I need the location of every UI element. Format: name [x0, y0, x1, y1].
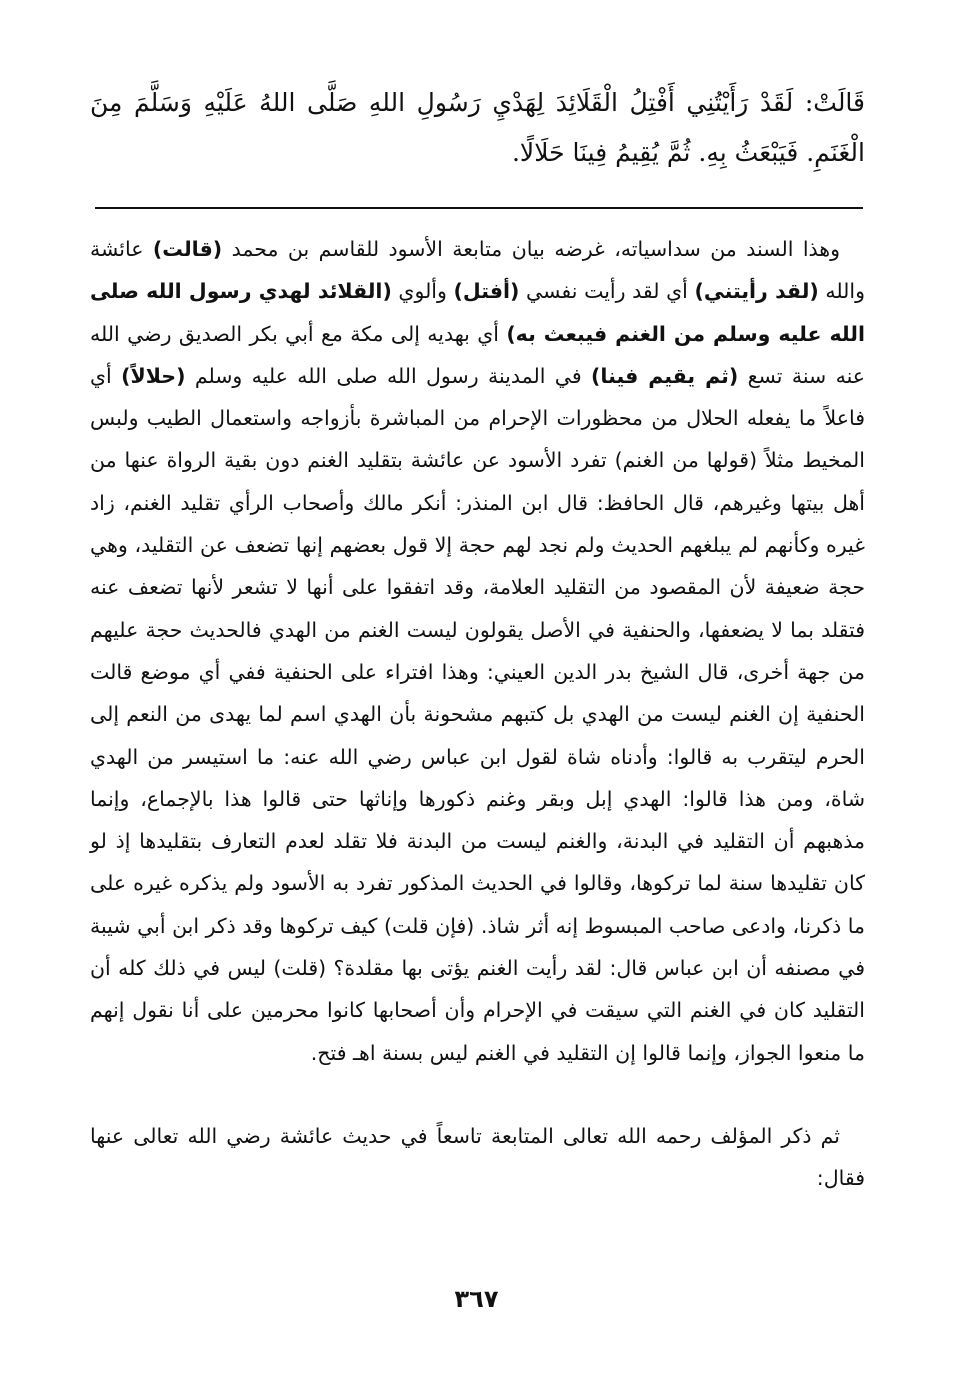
commentary-text: في المدينة رسول الله صلى الله عليه وسلم [185, 363, 592, 388]
footnote-divider [95, 207, 863, 209]
commentary-text: أي فاعلاً ما يفعله الحلال من محظورات الإحرام من المباشرة بأزواجه واستعمال الطيب ولبس المخيط مثلاً (قولها من الغنم) تفرد الأسود عن عائشة بتقليد الغنم دون بقية الرواة عنها من أهل بيتها وغيرهم، قال الحافظ: قال ابن المنذر: أنكر مالك وأصحاب الرأي تقليد الغنم، زاد غيره وكأنهم لم يبلغهم الحديث ولم نجد لهم حجة إلا قول بعضهم إنها تضعف عن التقليد، وهي حجة ضعيفة لأن المقصود من التقليد العلامة، وقد اتفقوا على أنها لا تشعر لأنها تضعف عنه فتقلد بما لا يضعفها، والحنفية في الأصل يقولون ليست الغنم من الهدي فالحديث حجة عليهم من جهة أخرى، قال الشيخ بدر الدين العيني: وهذا افتراء على الحنفية ففي أي موضع قالت الحنفية إن الغنم ليست من الهدي بل كتبهم مشحونة بأن الهدي اسم لما يهدى من النعم إلى الحرم ليتقرب به قالوا: وأدناه شاة لقول ابن عباس رضي الله عنه: ما استيسر من الهدي شاة، ومن هذا قالوا: الهدي إبل وبقر وغنم ذكورها وإناثها حتى قالوا هذا بالإجماع، وإنما مذهبهم أن التقليد في البدنة، والغنم ليست من البدنة فلا تقلد لعدم التعارف بتقليدها إذ لو كان تقليدها سنة لما تركوها، وقالوا في الحديث المذكور تفرد به الأسود ولم يذكره غيره على ما ذكرنا، وادعى صاحب المبسوط إنه أثر شاذ. (فإن قلت) كيف تركوها وقد ذكر ابن أبي شيبة في مصنفه أن ابن عباس قال: لقد رأيت الغنم يؤتى بها مقلدة؟ (قلت) ليس في ذلك كله أن التقليد كان في الغنم التي سيقت في الإحرام وأن أصحابها كانوا محرمين على أنا نقول إنهم ما منعوا الجواز، وإنما قالوا إن التقليد في الغنم ليس بسنة اهـ فتح. [90, 363, 865, 1065]
next-section-intro: ثم ذكر المؤلف رحمه الله تعالى المتابعة تاسعاً في حديث عائشة رضي الله تعالى عنها فقال: [90, 1124, 865, 1190]
quoted-phrase: (أفتل) [453, 279, 520, 304]
quoted-phrase: (لقد رأيتني) [694, 279, 819, 304]
page-number: ٣٦٧ [454, 1285, 499, 1313]
quoted-phrase: (قالت) [152, 237, 223, 261]
commentary-text: أي لقد رأيت نفسي [519, 279, 695, 304]
quoted-phrase: (حلالاً) [121, 363, 186, 388]
quoted-phrase: (القلائد لهدي رسول الله صلى الله عليه وسلم من الغنم فيبعث به) [90, 279, 865, 346]
quoted-phrase: (ثم يقيم فينا) [591, 363, 739, 388]
commentary-text: وألوي [391, 279, 454, 304]
commentary-text: عائشة والله [90, 237, 866, 304]
commentary-paragraph [90, 228, 865, 1074]
commentary-block [90, 228, 865, 1074]
hadith-text: قَالَتْ: لَقَدْ رَأَيْتُنِي أَفْتِلُ الْقَلَائِدَ لِهَدْيِ رَسُولِ اللهِ صَلَّى اللهُ عَلَيْهِ وَسَلَّمَ مِنَ الْغَنَمِ. فَيَبْعَثُ بِهِ. ثُمَّ يُقِيمُ فِينَا حَلَالًا. [90, 88, 865, 167]
commentary-text: وهذا السند من سداسياته، غرضه بيان متابعة الأسود للقاسم بن محمد [222, 237, 840, 261]
commentary-text: أي بهديه إلى مكة مع أبي بكر الصديق رضي الله عنه سنة تسع [90, 321, 865, 388]
